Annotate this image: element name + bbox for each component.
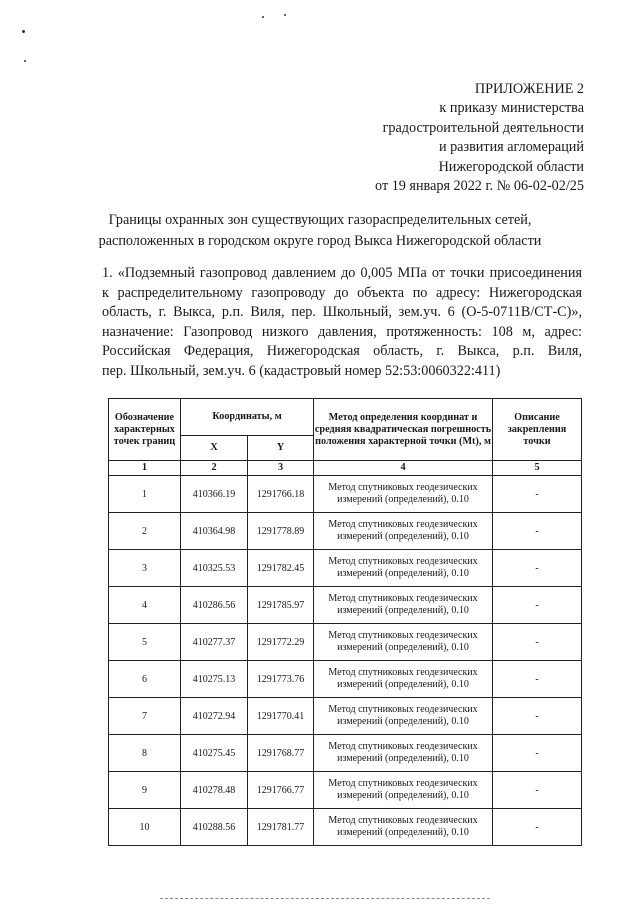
table-body bbox=[109, 476, 582, 846]
y-coordinate-cell: 1291770.41 bbox=[248, 698, 314, 735]
y-coordinate-cell: 1291781.77 bbox=[248, 809, 314, 846]
point-number-cell: 8 bbox=[109, 735, 181, 772]
description-cell: - bbox=[493, 809, 582, 846]
scan-speck bbox=[284, 14, 286, 16]
description-cell: - bbox=[493, 550, 582, 587]
x-coordinate-cell: 410364.98 bbox=[181, 513, 248, 550]
appendix-header bbox=[375, 80, 584, 196]
point-number-cell: 10 bbox=[109, 809, 181, 846]
header-x: X bbox=[181, 436, 248, 461]
point-number-cell: 5 bbox=[109, 624, 181, 661]
coordinates-table bbox=[108, 398, 582, 846]
description-cell: - bbox=[493, 513, 582, 550]
point-number-cell: 7 bbox=[109, 698, 181, 735]
paragraph-line: к распределительному газопроводу до объекта по адресу: Нижегородская bbox=[102, 284, 582, 301]
column-number: 2 bbox=[181, 461, 248, 476]
appendix-line: градостроительной деятельности bbox=[382, 119, 584, 136]
y-coordinate-cell: 1291766.18 bbox=[248, 476, 314, 513]
header-method: Метод определения координат и средняя квадратическая погрешность положения характерной точки (Mt), м bbox=[314, 399, 493, 461]
x-coordinate-cell: 410366.19 bbox=[181, 476, 248, 513]
description-cell: - bbox=[493, 476, 582, 513]
table-row bbox=[109, 698, 582, 735]
x-coordinate-cell: 410278.48 bbox=[181, 772, 248, 809]
method-cell: Метод спутниковых геодезических измерений (определений), 0.10 bbox=[314, 550, 493, 587]
y-coordinate-cell: 1291785.97 bbox=[248, 587, 314, 624]
method-cell: Метод спутниковых геодезических измерений (определений), 0.10 bbox=[314, 809, 493, 846]
paragraph-line: 1. «Подземный газопровод давлением до 0,005 МПа от точки присоединения bbox=[102, 265, 582, 281]
method-cell: Метод спутниковых геодезических измерений (определений), 0.10 bbox=[314, 513, 493, 550]
appendix-date-line: от 19 января 2022 г. № 06-02-02/25 bbox=[375, 178, 584, 195]
column-number: 1 bbox=[109, 461, 181, 476]
description-cell: - bbox=[493, 661, 582, 698]
method-cell: Метод спутниковых геодезических измерений (определений), 0.10 bbox=[314, 735, 493, 772]
scan-speck bbox=[24, 60, 26, 62]
paragraph-line: пер. Школьный, зем.уч. 6 (кадастровый номер 52:53:0060322:411) bbox=[102, 362, 501, 379]
table-row bbox=[109, 772, 582, 809]
table-row bbox=[109, 661, 582, 698]
document-title-line: Границы охранных зон существующих газораспределительных сетей, bbox=[108, 212, 532, 228]
object-description bbox=[102, 264, 582, 382]
paragraph-line: назначение: Газопровод низкого давления, протяженность: 108 м, адрес: bbox=[102, 323, 582, 340]
table-row bbox=[109, 624, 582, 661]
description-cell: - bbox=[493, 735, 582, 772]
x-coordinate-cell: 410286.56 bbox=[181, 587, 248, 624]
x-coordinate-cell: 410325.53 bbox=[181, 550, 248, 587]
paragraph-line: Российская Федерация, Нижегородская область, г. Выкса, р.п. Виля, bbox=[102, 343, 582, 360]
scan-footer-line bbox=[160, 898, 490, 899]
table-row bbox=[109, 513, 582, 550]
scan-speck bbox=[22, 30, 25, 33]
y-coordinate-cell: 1291778.89 bbox=[248, 513, 314, 550]
description-cell: - bbox=[493, 772, 582, 809]
method-cell: Метод спутниковых геодезических измерений (определений), 0.10 bbox=[314, 661, 493, 698]
table-row bbox=[109, 735, 582, 772]
scan-speck bbox=[262, 16, 264, 18]
table-row bbox=[109, 476, 582, 513]
appendix-title: ПРИЛОЖЕНИЕ 2 bbox=[474, 81, 584, 97]
point-number-cell: 4 bbox=[109, 587, 181, 624]
x-coordinate-cell: 410288.56 bbox=[181, 809, 248, 846]
y-coordinate-cell: 1291768.77 bbox=[248, 735, 314, 772]
header-y: Y bbox=[248, 436, 314, 461]
y-coordinate-cell: 1291773.76 bbox=[248, 661, 314, 698]
point-number-cell: 2 bbox=[109, 513, 181, 550]
appendix-line: и развития агломераций bbox=[438, 139, 584, 156]
y-coordinate-cell: 1291772.29 bbox=[248, 624, 314, 661]
description-cell: - bbox=[493, 698, 582, 735]
y-coordinate-cell: 1291782.45 bbox=[248, 550, 314, 587]
table-row bbox=[109, 809, 582, 846]
x-coordinate-cell: 410272.94 bbox=[181, 698, 248, 735]
paragraph-line: область, г. Выкса, р.п. Виля, пер. Школьный, зем.уч. 6 (О-5-0711В/СТ-С)», bbox=[102, 304, 582, 321]
table-row bbox=[109, 587, 582, 624]
description-cell: - bbox=[493, 587, 582, 624]
point-number-cell: 9 bbox=[109, 772, 181, 809]
x-coordinate-cell: 410275.45 bbox=[181, 735, 248, 772]
description-cell: - bbox=[493, 624, 582, 661]
header-description: Описание закрепления точки bbox=[493, 399, 582, 461]
document-title-line: расположенных в городском округе город Выкса Нижегородской области bbox=[98, 233, 542, 249]
method-cell: Метод спутниковых геодезических измерений (определений), 0.10 bbox=[314, 587, 493, 624]
method-cell: Метод спутниковых геодезических измерений (определений), 0.10 bbox=[314, 476, 493, 513]
point-number-cell: 6 bbox=[109, 661, 181, 698]
method-cell: Метод спутниковых геодезических измерений (определений), 0.10 bbox=[314, 624, 493, 661]
column-number: 4 bbox=[314, 461, 493, 476]
appendix-line: к приказу министерства bbox=[439, 100, 584, 117]
method-cell: Метод спутниковых геодезических измерений (определений), 0.10 bbox=[314, 772, 493, 809]
appendix-line: Нижегородской области bbox=[438, 158, 584, 175]
column-number: 5 bbox=[493, 461, 582, 476]
y-coordinate-cell: 1291766.77 bbox=[248, 772, 314, 809]
header-point: Обозначение характерных точек границ bbox=[109, 399, 181, 461]
point-number-cell: 1 bbox=[109, 476, 181, 513]
point-number-cell: 3 bbox=[109, 550, 181, 587]
x-coordinate-cell: 410275.13 bbox=[181, 661, 248, 698]
column-number: 3 bbox=[248, 461, 314, 476]
x-coordinate-cell: 410277.37 bbox=[181, 624, 248, 661]
header-coordinates: Координаты, м bbox=[181, 399, 314, 436]
document-title bbox=[60, 210, 580, 252]
table-row bbox=[109, 550, 582, 587]
method-cell: Метод спутниковых геодезических измерений (определений), 0.10 bbox=[314, 698, 493, 735]
